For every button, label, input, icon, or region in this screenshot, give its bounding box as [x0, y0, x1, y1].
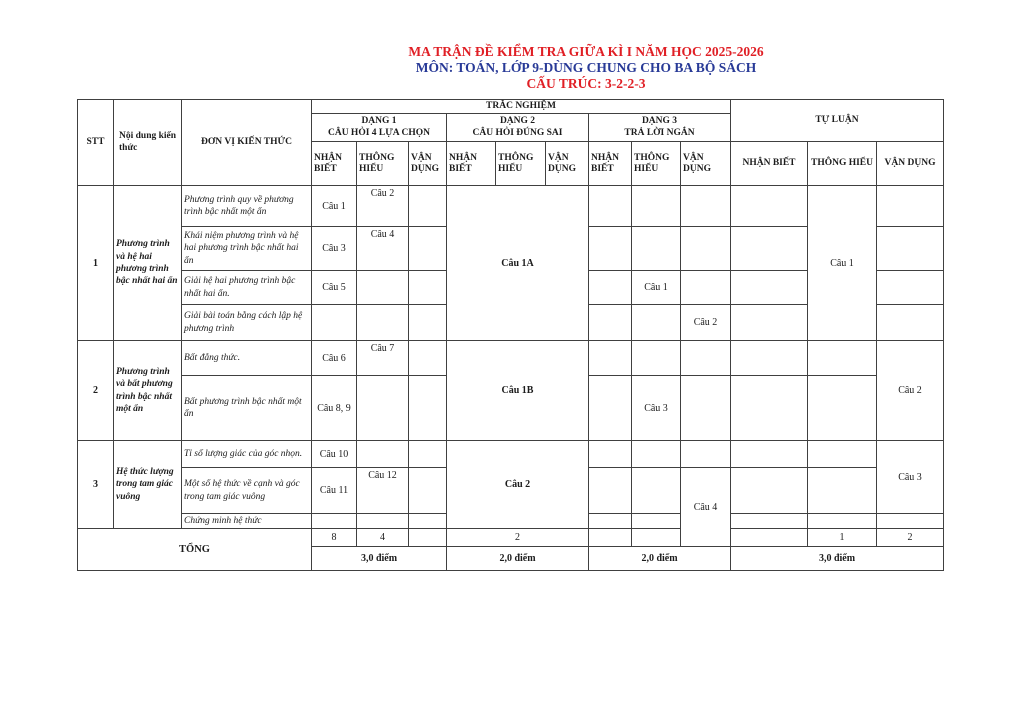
cell-d1-vd: [409, 186, 447, 227]
tong-d3-diem: 2,0 điểm: [589, 547, 731, 571]
cell-d1-nb: [312, 514, 357, 529]
header-tl-van-dung: VẬN DỤNG: [877, 142, 944, 186]
header-dang2: [447, 114, 589, 142]
cell-d1-vd: [409, 227, 447, 271]
tong-tl-vd: 2: [877, 529, 944, 547]
header-d1-nhan-biet: NHẬN BIẾT: [312, 142, 357, 186]
header-d1-thong-hieu: THÔNG HIỂU: [357, 142, 409, 186]
unit-name: Chứng minh hệ thức: [182, 514, 312, 529]
tong-d1-diem: 3,0 điểm: [312, 547, 447, 571]
matrix-table: [77, 99, 944, 571]
cell-tl-th: [808, 514, 877, 529]
cell-d2-merged: Câu 2: [447, 441, 589, 529]
cell-d3-nb: [589, 186, 632, 227]
cell-d3-th: [632, 468, 681, 514]
header-d2-nhan-biet: NHẬN BIẾT: [447, 142, 496, 186]
cell-d1-vd: [409, 376, 447, 441]
cell-tl-nb: [731, 305, 808, 341]
topic-2: Phương trình và bất phương trình bậc nhất một ẩn: [114, 341, 182, 441]
unit-name: Khái niệm phương trình và hệ hai phương trình bậc nhất hai ẩn: [182, 227, 312, 271]
cell-tl-nb: [731, 468, 808, 514]
cell-d1-vd: [409, 271, 447, 305]
cell-d3-nb: [589, 227, 632, 271]
tong-d3-nb: [589, 529, 632, 547]
unit-name: Giải bài toán bằng cách lập hệ phương trình: [182, 305, 312, 341]
tong-d3-th: [632, 529, 681, 547]
cell-d3-vd: [681, 271, 731, 305]
cell-d3-th: [632, 227, 681, 271]
cell-tl-nb: [731, 341, 808, 376]
topic-3: Hệ thức lượng trong tam giác vuông: [114, 441, 182, 529]
cell-tl-nb: [731, 186, 808, 227]
cell-d1-th: [357, 305, 409, 341]
cell-d1-nb: Câu 3: [312, 227, 357, 271]
cell-d3-vd: [681, 227, 731, 271]
tong-d1-vd: [409, 529, 447, 547]
tong-d1-nb: 8: [312, 529, 357, 547]
cell-d3-nb: [589, 514, 632, 529]
cell-d1-th: [357, 514, 409, 529]
cell-d1-th: Câu 4: [357, 227, 409, 271]
unit-name: Tỉ số lượng giác của góc nhọn.: [182, 441, 312, 468]
header-d3-nhan-biet: NHẬN BIẾT: [589, 142, 632, 186]
cell-tl-nb: [731, 441, 808, 468]
document-title-block: [0, 44, 1024, 92]
header-dang3: [589, 114, 731, 142]
cell-tl-vd-merged: Câu 3: [877, 441, 944, 514]
cell-tl-vd-merged: Câu 2: [877, 341, 944, 441]
cell-d1-nb: Câu 5: [312, 271, 357, 305]
title-line-3: CẤU TRÚC: 3-2-2-3: [526, 76, 646, 91]
dang1-line1: DẠNG 1: [361, 116, 397, 127]
header-tu-luan: TỰ LUẬN: [731, 100, 944, 142]
cell-d1-th: Câu 12: [357, 468, 409, 514]
cell-d2-merged: Câu 1A: [447, 186, 589, 341]
tong-tl-th: 1: [808, 529, 877, 547]
cell-d3-th: Câu 3: [632, 376, 681, 441]
cell-tl-vd: [877, 305, 944, 341]
title-line-1: MA TRẬN ĐỀ KIỂM TRA GIỮA KÌ I NĂM HỌC 2025-2026: [408, 44, 764, 59]
header-stt: STT: [78, 100, 114, 186]
cell-tl-th-merged: Câu 1: [808, 186, 877, 341]
dang3-line2: TRẢ LỜI NGẮN: [624, 127, 695, 138]
cell-d1-nb: Câu 8, 9: [312, 376, 357, 441]
cell-d1-nb: Câu 10: [312, 441, 357, 468]
cell-tl-vd: [877, 514, 944, 529]
unit-name: Một số hệ thức về cạnh và góc trong tam giác vuông: [182, 468, 312, 514]
cell-tl-th: [808, 376, 877, 441]
cell-d3-vd: [681, 186, 731, 227]
tong-d2: 2: [447, 529, 589, 547]
header-trac-nghiem: TRẮC NGHIỆM: [312, 100, 731, 114]
unit-name: Phương trình quy về phương trình bậc nhất một ẩn: [182, 186, 312, 227]
header-dang1: [312, 114, 447, 142]
cell-tl-vd: [877, 271, 944, 305]
cell-d1-vd: [409, 441, 447, 468]
cell-d3-vd: [681, 341, 731, 376]
dang2-line1: DẠNG 2: [499, 116, 536, 127]
cell-d3-vd-merged: Câu 4: [681, 468, 731, 547]
cell-d1-th: [357, 376, 409, 441]
cell-d1-nb: [312, 305, 357, 341]
header-d3-thong-hieu: THÔNG HIỂU: [632, 142, 681, 186]
dang2-line2: CÂU HỎI ĐÚNG SAI: [472, 127, 563, 138]
tong-d2-diem: 2,0 điểm: [447, 547, 589, 571]
tong-tl-diem: 3,0 điểm: [731, 547, 944, 571]
cell-d2-merged: Câu 1B: [447, 341, 589, 441]
cell-d3-th: [632, 514, 681, 529]
unit-name: Bất phương trình bậc nhất một ẩn: [182, 376, 312, 441]
header-d2-van-dung: VẬN DỤNG: [546, 142, 589, 186]
cell-d3-nb: [589, 341, 632, 376]
header-d1-van-dung: VẬN DỤNG: [409, 142, 447, 186]
cell-d1-th: [357, 271, 409, 305]
tong-d1-th: 4: [357, 529, 409, 547]
cell-d3-nb: [589, 468, 632, 514]
cell-tl-nb: [731, 514, 808, 529]
cell-tl-vd: [877, 186, 944, 227]
tong-tl-nb: [731, 529, 808, 547]
cell-tl-th: [808, 441, 877, 468]
cell-d1-nb: Câu 1: [312, 186, 357, 227]
stt-1: 1: [78, 186, 114, 341]
cell-d3-th: Câu 1: [632, 271, 681, 305]
header-d2-thong-hieu: THÔNG HIỂU: [496, 142, 546, 186]
stt-2: 2: [78, 341, 114, 441]
cell-d3-vd: [681, 376, 731, 441]
topic-1: Phương trình và hệ hai phương trình bậc nhất hai ẩn: [114, 186, 182, 341]
cell-d1-vd: [409, 468, 447, 514]
unit-name: Bất đẳng thức.: [182, 341, 312, 376]
cell-d3-th: [632, 441, 681, 468]
cell-d3-th: [632, 186, 681, 227]
cell-d1-vd: [409, 305, 447, 341]
header-don-vi: ĐƠN VỊ KIẾN THỨC: [182, 100, 312, 186]
cell-d1-vd: [409, 341, 447, 376]
cell-d1-vd: [409, 514, 447, 529]
unit-name: Giải hệ hai phương trình bậc nhất hai ẩn.: [182, 271, 312, 305]
cell-d3-vd: [681, 441, 731, 468]
cell-d1-th: Câu 7: [357, 341, 409, 376]
cell-tl-th: [808, 341, 877, 376]
cell-d1-th: [357, 441, 409, 468]
cell-d3-vd: Câu 2: [681, 305, 731, 341]
cell-d3-th: [632, 305, 681, 341]
cell-d3-nb: [589, 271, 632, 305]
cell-d1-nb: Câu 6: [312, 341, 357, 376]
tong-label: TỔNG: [78, 529, 312, 571]
cell-d3-th: [632, 341, 681, 376]
header-noi-dung: Nội dung kiến thức: [114, 100, 182, 186]
cell-d3-nb: [589, 305, 632, 341]
cell-d3-nb: [589, 376, 632, 441]
dang3-line1: DẠNG 3: [641, 116, 678, 127]
cell-d3-nb: [589, 441, 632, 468]
stt-3: 3: [78, 441, 114, 529]
dang1-line2: CÂU HỎI 4 LỰA CHỌN: [327, 127, 431, 138]
cell-d1-th: Câu 2: [357, 186, 409, 227]
cell-tl-nb: [731, 271, 808, 305]
title-line-2: MÔN: TOÁN, LỚP 9-DÙNG CHUNG CHO BA BỘ SÁCH: [415, 60, 757, 75]
header-tl-thong-hieu: THÔNG HIỂU: [808, 142, 877, 186]
header-d3-van-dung: VẬN DỤNG: [681, 142, 731, 186]
header-tl-nhan-biet: NHẬN BIẾT: [731, 142, 808, 186]
cell-tl-vd: [877, 227, 944, 271]
cell-d1-nb: Câu 11: [312, 468, 357, 514]
cell-tl-nb: [731, 376, 808, 441]
cell-tl-nb: [731, 227, 808, 271]
cell-tl-th: [808, 468, 877, 514]
